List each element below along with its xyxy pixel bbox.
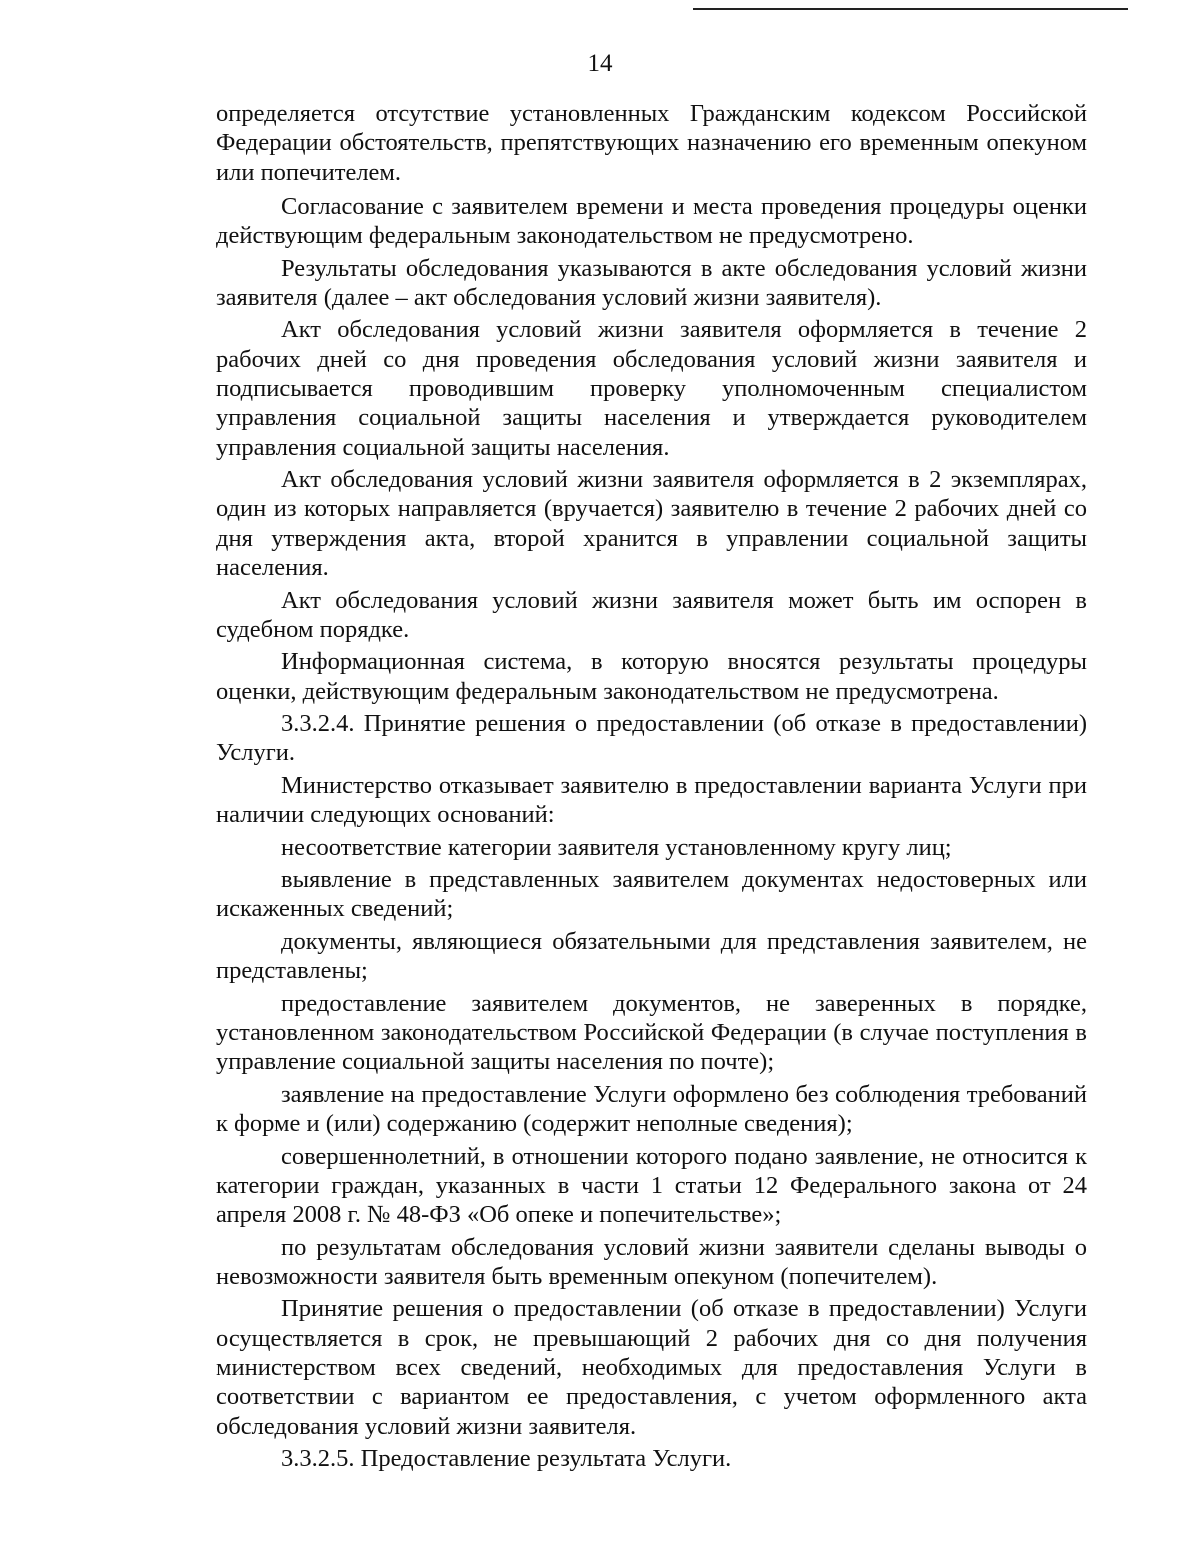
list-item: по результатам обследования условий жизни заявители сделаны выводы о невозможности заявителя быть временным опекуном (попечителем). xyxy=(216,1233,1087,1290)
header-rule xyxy=(693,8,1128,10)
list-item: документы, являющиеся обязательными для представления заявителем, не представлены; xyxy=(216,927,1087,985)
list-item: выявление в представленных заявителем документах недостоверных или искаженных сведений; xyxy=(216,866,1087,923)
section-heading: 3.3.2.4. Принятие решения о предоставлении (об отказе в предоставлении) Услуги. xyxy=(216,710,1087,767)
list-item: заявление на предоставление Услуги оформлено без соблюдения требований к форме и (или) содержанию (содержит неполные сведения); xyxy=(216,1080,1087,1138)
paragraph: Акт обследования условий жизни заявителя оформляется в 2 экземплярах, один из которых направляется (вручается) заявителю в течение 2 рабочих дней со дня утверждения акта, второй хранится в управлении социальной защиты населения. xyxy=(216,466,1087,582)
document-body xyxy=(216,99,1087,1473)
page-number: 14 xyxy=(587,50,613,77)
section-heading: 3.3.2.5. Предоставление результата Услуги. xyxy=(281,1445,732,1473)
paragraph: Принятие решения о предоставлении (об отказе в предоставлении) Услуги осуществляется в срок, не превышающий 2 рабочих дня со дня получения министерством всех сведений, необходимых для предоставления Услуги в соответствии с вариантом ее предоставления, с учетом оформленного акта обследования условий жизни заявителя. xyxy=(216,1295,1087,1440)
paragraph: Акт обследования условий жизни заявителя может быть им оспорен в судебном порядке. xyxy=(216,586,1087,643)
paragraph: Министерство отказывает заявителю в предоставлении варианта Услуги при наличии следующих оснований: xyxy=(216,771,1087,829)
paragraph: Информационная система, в которую вносятся результаты процедуры оценки, действующим федеральным законодательством не предусмотрена. xyxy=(216,648,1087,705)
paragraph: Согласование с заявителем времени и места проведения процедуры оценки действующим федеральным законодательством не предусмотрено. xyxy=(216,192,1087,250)
paragraph: Результаты обследования указываются в акте обследования условий жизни заявителя (далее – акт обследования условий жизни заявителя). xyxy=(216,254,1087,311)
paragraph: Акт обследования условий жизни заявителя оформляется в течение 2 рабочих дней со дня проведения обследования условий жизни заявителя и подписывается проводившим проверку уполномоченным специалистом управления социальной защиты населения и утверждается руководителем управления социальной защиты населения. xyxy=(216,316,1087,461)
list-item: совершеннолетний, в отношении которого подано заявление, не относится к категории граждан, указанных в части 1 статьи 12 Федерального закона от 24 апреля 2008 г. № 48-ФЗ «Об опеке и попечительстве»; xyxy=(216,1142,1087,1229)
paragraph-continuation: определяется отсутствие установленных Гражданским кодексом Российской Федерации обстоятельств, препятствующих назначению его временным опекуном или попечителем. xyxy=(216,100,1087,186)
list-item: несоответствие категории заявителя установленному кругу лиц; xyxy=(281,833,952,861)
list-item: предоставление заявителем документов, не заверенных в порядке, установленном законодательством Российской Федерации (в случае поступления в управление социальной защиты населения по почте); xyxy=(216,989,1087,1076)
